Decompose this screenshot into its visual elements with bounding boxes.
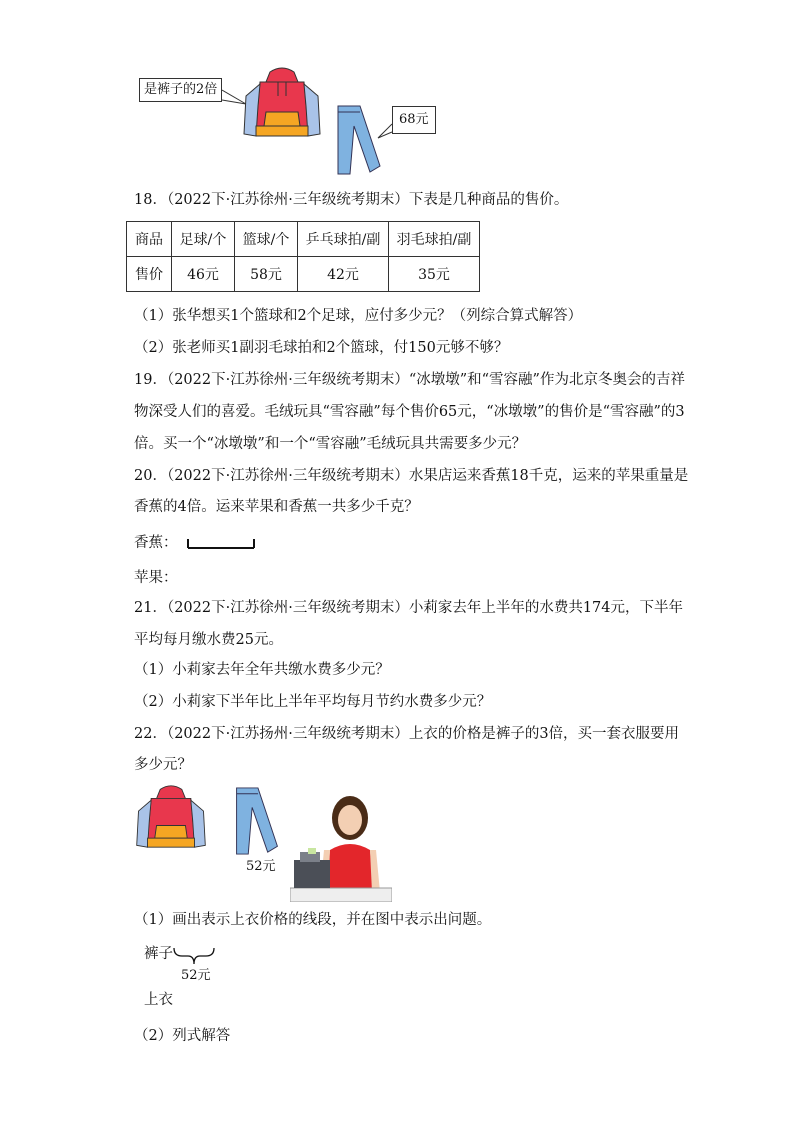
table-cell: 乒乓球拍/副	[298, 222, 389, 257]
q18-sub2: （2）张老师买1副羽毛球拍和2个篮球，付150元够不够？	[134, 340, 509, 356]
table-cell: 35元	[389, 257, 480, 292]
table-cell: 售价	[127, 257, 172, 292]
table-cell: 58元	[235, 257, 298, 292]
coat-segment-label: 上衣	[144, 992, 173, 1008]
pants-segment-label: 裤子	[144, 946, 173, 962]
table-cell: 商品	[127, 222, 172, 257]
cashier-icon	[290, 792, 392, 902]
pants-segment-brace	[172, 946, 216, 968]
q22-pants-price: 52元	[246, 859, 276, 874]
q19-line2: 物深受人们的喜爱。毛绒玩具“雪容融”每个售价65元，“冰墩墩”的售价是“雪容融”的3	[134, 404, 685, 420]
pants-callout-pointer	[376, 122, 394, 142]
q21-sub1: （1）小莉家去年全年共缴水费多少元？	[134, 662, 390, 678]
table-cell: 羽毛球拍/副	[389, 222, 480, 257]
q20-line2: 香蕉的4倍。运来苹果和香蕉一共多少千克？	[134, 499, 419, 515]
pants-price-callout	[392, 106, 436, 134]
q20-line1: 20．（2022下·江苏徐州·三年级统考期末）水果店运来香蕉18千克，运来的苹果重量是	[134, 468, 689, 484]
q21-sub2: （2）小莉家下半年比上半年平均每月节约水费多少元？	[134, 694, 492, 710]
pants-segment-value: 52元	[181, 968, 211, 983]
apple-label: 苹果：	[134, 570, 178, 586]
hoodie-icon	[134, 784, 208, 858]
q21-line1: 21．（2022下·江苏徐州·三年级统考期末）小莉家去年上半年的水费共174元，下半年	[134, 600, 683, 616]
q19-line1: 19．（2022下·江苏徐州·三年级统考期末）“冰墩墩”和“雪容融”作为北京冬奥会的吉祥	[134, 372, 685, 388]
table-cell: 46元	[172, 257, 235, 292]
price-table	[126, 221, 480, 292]
pants-icon	[232, 786, 282, 856]
table-cell: 篮球/个	[235, 222, 298, 257]
hoodie-icon	[242, 66, 322, 148]
pants-price-text: 68元	[399, 112, 429, 127]
q22-sub2: （2）列式解答	[134, 1028, 231, 1044]
q19-line3: 倍。买一个“冰墩墩”和一个“雪容融”毛绒玩具共需要多少元？	[134, 436, 527, 452]
q18-stem: 18．（2022下·江苏徐州·三年级统考期末）下表是几种商品的售价。	[134, 192, 569, 208]
table-row	[127, 257, 480, 292]
q18-sub1: （1）张华想买1个篮球和2个足球，应付多少元？（列综合算式解答）	[134, 308, 583, 324]
table-cell: 足球/个	[172, 222, 235, 257]
q22-line2: 多少元？	[134, 757, 192, 773]
q22-sub1: （1）画出表示上衣价格的线段，并在图中表示出问题。	[134, 912, 492, 928]
table-header-row	[127, 222, 480, 257]
banana-label: 香蕉：	[134, 535, 178, 551]
hoodie-price-callout	[139, 78, 222, 102]
q22-line1: 22．（2022下·江苏扬州·三年级统考期末）上衣的价格是裤子的3倍，买一套衣服要用	[134, 726, 680, 742]
q21-line2: 平均每月缴水费25元。	[134, 632, 283, 648]
table-cell: 42元	[298, 257, 389, 292]
hoodie-callout-text: 是裤子的2倍	[144, 82, 218, 97]
banana-segment	[186, 538, 258, 550]
